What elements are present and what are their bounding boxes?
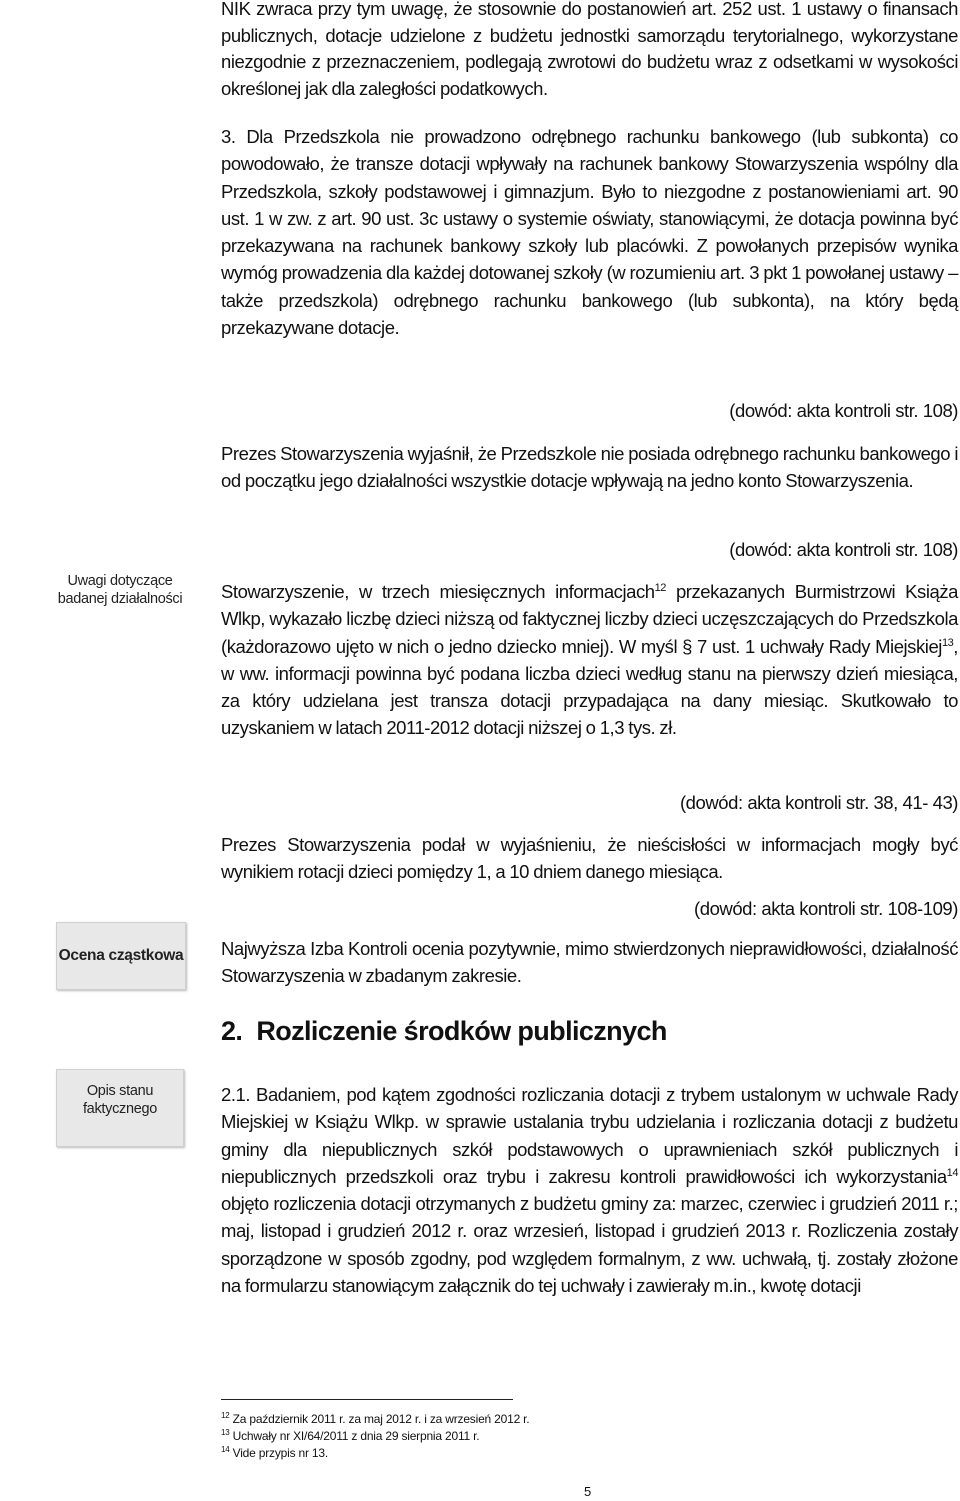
footnote-13-text: Uchwały nr XI/64/2011 z dnia 29 sierpnia 2011 r. [229,1429,480,1443]
evidence-ref-3: (dowód: akta kontroli str. 38, 41- 43) [679,792,958,813]
footnote-14-text: Vide przypis nr 13. [229,1446,328,1460]
section-heading [221,1013,667,1049]
paragraph-bank-account: 3. Dla Przedszkola nie prowadzono odrębnego rachunku bankowego (lub subkonta) co powodowało, że transze dotacji wpływały na rachunek bankowy Stowarzyszenia wspólny dla Przedszkola, szkoły podstawowej i gimnazjum. Było to niezgodne z postanowieniami art. 90 ust. 1 w zw. z art. 90 ust. 3c ustawy o systemie oświaty, stanowiącymi, że dotacja powinna być przekazywana na rachunek bankowy szkoły lub placówki. Z powołanych przepisów wynika wymóg prowadzenia dla każdej dotowanej szkoły (w rozumieniu art. 3 pkt 1 powołanej ustawy – także przedszkola) odrębnego rachunku bankowego (lub subkonta), na który będą przekazywane dotacje. [221,126,958,339]
paragraph-rotation-explanation: Prezes Stowarzyszenia podał w wyjaśnieniu, że nieścisłości w informacjach mogły być wynikiem rotacji dzieci pomiędzy 1, a 10 dniem danego miesiąca. [221,834,958,883]
footnote-14 [221,1446,328,1461]
sidebar-assessment-label: Ocena cząstkowa [56,922,186,990]
paragraph-child-count [221,578,958,742]
child-count-text-a: Stowarzyszenie, w trzech miesięcznych informacjach [221,581,655,602]
footnote-12-num: 12 [221,1411,230,1420]
child-count-text-b: przekazanych Burmistrzowi Książa Wlkp, wykazało liczbę dzieci niższą od faktycznej liczby dzieci uczęszczających do Przedszkola (każdorazowo ujęto w nich o jedno dziecko mniej). W myśl § 7 ust. 1 uchwały Rady Miejskiej [221,581,958,657]
footnote-14-num: 14 [221,1445,230,1454]
section-number: 2. [221,1016,243,1046]
section-title: Rozliczenie środków publicznych [256,1016,667,1046]
child-count-text-c: , w ww. informacji powinna być podana liczba dzieci według stanu na pierwszy dzień miesiąca, za który udzielana jest transza dotacji przypadająca na dany miesiąc. Skutkowało to uzyskaniem w latach 2011-2012 dotacji niższej o 1,3 tys. zł. [221,635,958,739]
paragraph-settlement [221,1081,958,1299]
footnote-ref-12: 12 [654,581,666,594]
evidence-ref-4: (dowód: akta kontroli str. 108-109) [694,898,958,919]
footnote-ref-14: 14 [946,1166,958,1179]
sidebar-facts-label: Opis stanu faktycznego [56,1069,184,1147]
paragraph-nik-remark: NIK zwraca przy tym uwagę, że stosownie do postanowień art. 252 ust. 1 ustawy o finansach publicznych, dotacje udzielone z budżetu jednostki samorządu terytorialnego, wykorzystane niezgodnie z przeznaczeniem, podlegają zwrotowi do budżetu wraz z odsetkami w wysokości określonej jak dla zaległości podatkowych. [221,0,958,99]
settlement-text-a: 2.1. Badaniem, pod kątem zgodności rozliczania dotacji z trybem ustalonym w uchwale Rady Miejskiej w Książu Wlkp. w sprawie ustalania trybu udzielania i rozliczania dotacji z budżetu gminy dla niepublicznych szkół podstawowych o uprawnieniach szkół publicznych i niepublicznych przedszkoli oraz trybu i zakresu kontroli prawidłowości ich wykorzystania [221,1084,958,1187]
evidence-ref-1: (dowód: akta kontroli str. 108) [729,400,958,421]
paragraph-assessment: Najwyższa Izba Kontroli ocenia pozytywnie, mimo stwierdzonych nieprawidłowości, działalność Stowarzyszenia w zbadanym zakresie. [221,938,958,987]
footnote-12-text: Za październik 2011 r. za maj 2012 r. i za wrzesień 2012 r. [229,1412,530,1426]
footnote-13-num: 13 [221,1428,230,1437]
page-number: 5 [584,1484,592,1499]
footnote-ref-13: 13 [941,636,954,649]
evidence-ref-2: (dowód: akta kontroli str. 108) [729,539,958,560]
settlement-text-b: objęto rozliczenia dotacji otrzymanych z budżetu gminy za: marzec, czerwiec i grudzień 2011 r.; maj, listopad i grudzień 2012 r. oraz wrzesień, listopad i grudzień 2013 r. Rozliczenia zostały sporządzone w sposób zgodny, pod względem formalnym, z ww. uchwałą, tj. zostały złożone na formularzu stanowiącym załącznik do tej uchwały i zawierały m.in., kwotę dotacji [221,1193,958,1297]
footnote-12 [221,1412,529,1427]
paragraph-president-explanation: Prezes Stowarzyszenia wyjaśnił, że Przedszkole nie posiada odrębnego rachunku bankowego i od początku jego działalności wszystkie dotacje wpływają na jedno konto Stowarzyszenia. [221,443,958,492]
footnote-13 [221,1429,479,1444]
footnote-separator [221,1399,513,1400]
sidebar-note-label: Uwagi dotyczące badanej działalności [57,573,183,607]
